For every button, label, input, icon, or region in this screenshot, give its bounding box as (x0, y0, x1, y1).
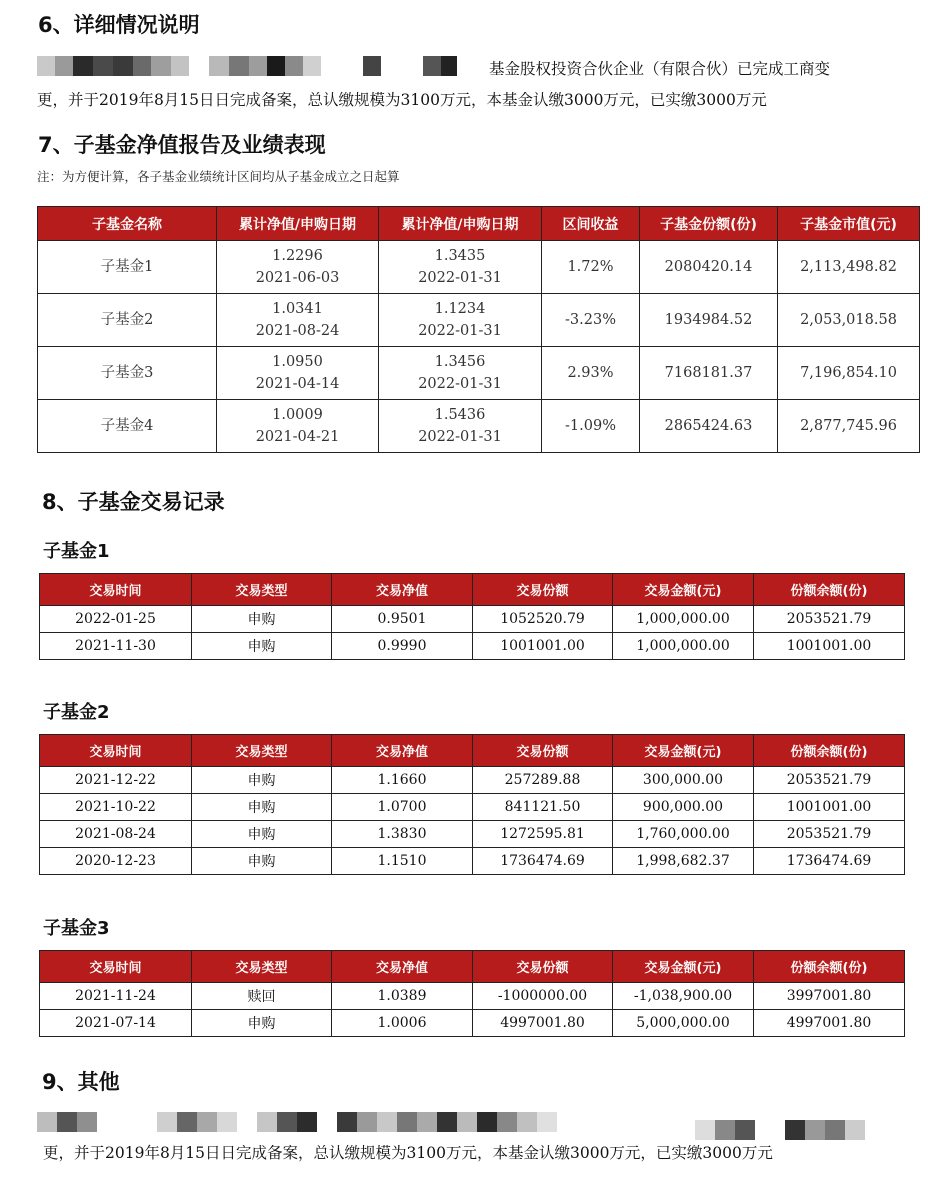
table-header-row (38, 207, 920, 241)
table-row (40, 821, 905, 848)
col-header: 交易时间 (40, 951, 192, 983)
section-9-heading: 9、其他 (42, 1070, 120, 1094)
col-header: 子基金份额(份) (640, 207, 778, 241)
redacted-text-block (37, 1112, 557, 1132)
nav-date: 2021-06-03 (255, 270, 340, 286)
fund-2-transactions-table (39, 734, 905, 875)
fund-1-transactions-table (39, 573, 905, 660)
fund-3-title: 子基金3 (43, 918, 110, 939)
table-header-row (40, 735, 905, 767)
col-header: 份额余额(份) (754, 574, 905, 606)
table-cell: 900,000.00 (613, 794, 754, 821)
table-cell: 2021-07-14 (40, 1010, 192, 1037)
table-cell: 0.9990 (332, 633, 473, 660)
return-cell: -3.23% (542, 294, 640, 347)
table-cell: 1001001.00 (754, 633, 905, 660)
nav-date-cell (379, 347, 542, 400)
table-cell: 0.9501 (332, 606, 473, 633)
table-row (38, 294, 920, 347)
table-cell: 2021-10-22 (40, 794, 192, 821)
table-cell: 1736474.69 (754, 848, 905, 875)
table-row (40, 606, 905, 633)
table-cell: 1,998,682.37 (613, 848, 754, 875)
table-row (38, 347, 920, 400)
col-header: 交易类型 (192, 951, 332, 983)
nav-value: 1.3435 (434, 248, 486, 264)
table-cell: 赎回 (192, 983, 332, 1010)
fund-name-cell: 子基金3 (38, 347, 217, 400)
nav-date: 2022-01-31 (418, 270, 502, 286)
table-header-row (40, 951, 905, 983)
nav-date-cell (379, 241, 542, 294)
col-header: 交易净值 (332, 574, 473, 606)
col-header: 交易时间 (40, 574, 192, 606)
col-header: 交易金额(元) (613, 574, 754, 606)
table-cell: 申购 (192, 794, 332, 821)
table-cell: 1001001.00 (473, 633, 613, 660)
table-cell: 1.0389 (332, 983, 473, 1010)
table-cell: 申购 (192, 1010, 332, 1037)
table-cell: 2020-12-23 (40, 848, 192, 875)
table-cell: 2053521.79 (754, 767, 905, 794)
col-header: 份额余额(份) (754, 951, 905, 983)
value-cell: 2,113,498.82 (778, 241, 920, 294)
shares-cell: 1934984.52 (640, 294, 778, 347)
fund-name-cell: 子基金4 (38, 400, 217, 453)
nav-value: 1.0341 (272, 301, 323, 317)
nav-date: 2021-04-21 (255, 429, 340, 445)
nav-date: 2022-01-31 (418, 323, 502, 339)
table-row (40, 633, 905, 660)
table-cell: 841121.50 (473, 794, 613, 821)
nav-date-cell (217, 347, 379, 400)
col-header: 交易类型 (192, 735, 332, 767)
table-cell: 1.0006 (332, 1010, 473, 1037)
performance-table (37, 206, 920, 453)
nav-value: 1.5436 (434, 407, 486, 423)
table-cell: 1736474.69 (473, 848, 613, 875)
redacted-text-block (695, 1120, 865, 1140)
nav-date-cell (217, 400, 379, 453)
value-cell: 2,053,018.58 (778, 294, 920, 347)
col-header: 累计净值/申购日期 (217, 207, 379, 241)
table-cell: 申购 (192, 606, 332, 633)
nav-date: 2021-08-24 (255, 323, 340, 339)
table-cell: 4997001.80 (473, 1010, 613, 1037)
value-cell: 2,877,745.96 (778, 400, 920, 453)
redacted-text-block (37, 56, 457, 76)
nav-date: 2021-04-14 (255, 376, 340, 392)
nav-date-cell (379, 294, 542, 347)
table-row (40, 794, 905, 821)
table-cell: 300,000.00 (613, 767, 754, 794)
table-cell: 1.3830 (332, 821, 473, 848)
nav-value: 1.3456 (434, 354, 486, 370)
nav-value: 1.0950 (272, 354, 323, 370)
table-cell: 1.1660 (332, 767, 473, 794)
table-cell: 2021-12-22 (40, 767, 192, 794)
table-cell: 申购 (192, 633, 332, 660)
nav-value: 1.0009 (272, 407, 323, 423)
fund-2-title: 子基金2 (43, 702, 110, 723)
table-cell: 2021-08-24 (40, 821, 192, 848)
section-7-heading: 7、子基金净值报告及业绩表现 (38, 133, 326, 157)
nav-value: 1.1234 (434, 301, 486, 317)
section-7-note: 注：为方便计算，各子基金业绩统计区间均从子基金成立之日起算 (37, 169, 400, 184)
section-9-line2: 更，并于2019年8月15日日完成备案，总认缴规模为3100万元，本基金认缴3000万元，已实缴3000万元 (43, 1144, 773, 1162)
col-header: 交易类型 (192, 574, 332, 606)
table-cell: 5,000,000.00 (613, 1010, 754, 1037)
col-header: 子基金市值(元) (778, 207, 920, 241)
table-cell: 257289.88 (473, 767, 613, 794)
col-header: 交易份额 (473, 951, 613, 983)
nav-value: 1.2296 (272, 248, 323, 264)
value-cell: 7,196,854.10 (778, 347, 920, 400)
table-cell: 4997001.80 (754, 1010, 905, 1037)
shares-cell: 2080420.14 (640, 241, 778, 294)
nav-date-cell (379, 400, 542, 453)
table-cell: 1,000,000.00 (613, 606, 754, 633)
fund-name-cell: 子基金2 (38, 294, 217, 347)
section-6-line2: 更，并于2019年8月15日日完成备案，总认缴规模为3100万元，本基金认缴3000万元，已实缴3000万元 (37, 91, 767, 109)
section-6-line1: 基金股权投资合伙企业（有限合伙）已完成工商变 (489, 60, 831, 78)
shares-cell: 2865424.63 (640, 400, 778, 453)
nav-date: 2022-01-31 (418, 429, 502, 445)
table-cell: 1001001.00 (754, 794, 905, 821)
col-header: 交易金额(元) (613, 735, 754, 767)
col-header: 交易时间 (40, 735, 192, 767)
table-cell: 2022-01-25 (40, 606, 192, 633)
col-header: 份额余额(份) (754, 735, 905, 767)
col-header: 区间收益 (542, 207, 640, 241)
section-8-heading: 8、子基金交易记录 (42, 490, 225, 514)
table-cell: 申购 (192, 767, 332, 794)
fund-1-title: 子基金1 (43, 541, 110, 562)
shares-cell: 7168181.37 (640, 347, 778, 400)
table-row (38, 241, 920, 294)
table-cell: 1052520.79 (473, 606, 613, 633)
table-row (40, 767, 905, 794)
table-cell: 1,000,000.00 (613, 633, 754, 660)
table-row (40, 848, 905, 875)
col-header: 交易金额(元) (613, 951, 754, 983)
fund-name-cell: 子基金1 (38, 241, 217, 294)
table-cell: -1,038,900.00 (613, 983, 754, 1010)
col-header: 子基金名称 (38, 207, 217, 241)
table-cell: 申购 (192, 848, 332, 875)
nav-date: 2022-01-31 (418, 376, 502, 392)
table-cell: 2021-11-30 (40, 633, 192, 660)
col-header: 交易份额 (473, 574, 613, 606)
table-cell: 2053521.79 (754, 606, 905, 633)
table-cell: 3997001.80 (754, 983, 905, 1010)
nav-date-cell (217, 241, 379, 294)
return-cell: -1.09% (542, 400, 640, 453)
table-cell: 1,760,000.00 (613, 821, 754, 848)
col-header: 交易净值 (332, 735, 473, 767)
table-cell: -1000000.00 (473, 983, 613, 1010)
table-cell: 1.0700 (332, 794, 473, 821)
return-cell: 1.72% (542, 241, 640, 294)
return-cell: 2.93% (542, 347, 640, 400)
table-header-row (40, 574, 905, 606)
table-cell: 申购 (192, 821, 332, 848)
table-cell: 2053521.79 (754, 821, 905, 848)
section-6-heading: 6、详细情况说明 (38, 13, 200, 37)
col-header: 交易份额 (473, 735, 613, 767)
table-row (40, 1010, 905, 1037)
table-row (38, 400, 920, 453)
fund-3-transactions-table (39, 950, 905, 1037)
col-header: 累计净值/申购日期 (379, 207, 542, 241)
table-cell: 1.1510 (332, 848, 473, 875)
table-row (40, 983, 905, 1010)
nav-date-cell (217, 294, 379, 347)
table-cell: 1272595.81 (473, 821, 613, 848)
col-header: 交易净值 (332, 951, 473, 983)
table-cell: 2021-11-24 (40, 983, 192, 1010)
